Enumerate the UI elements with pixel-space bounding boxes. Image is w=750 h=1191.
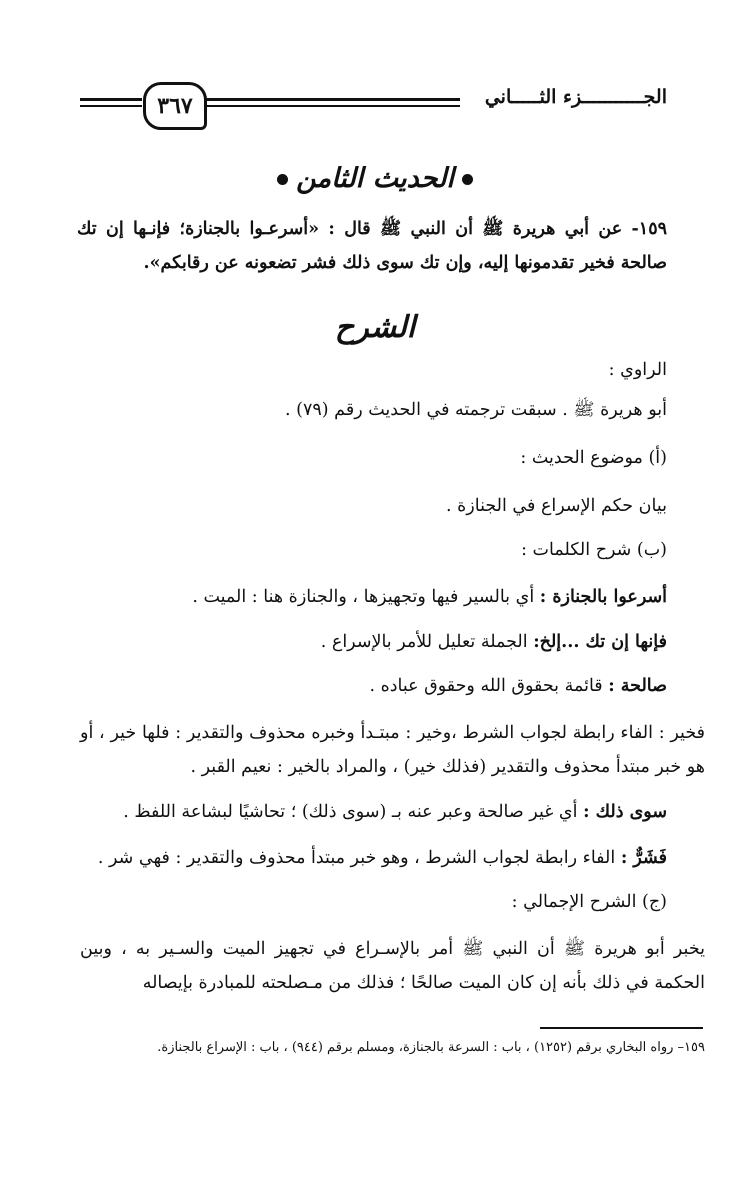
header-rule-mid-top [206, 98, 460, 101]
bullet-icon [277, 174, 288, 185]
mawdu-text: بيان حكم الإسراع في الجنازة . [446, 496, 667, 516]
word-label: سوى ذلك : [583, 802, 667, 822]
kalimat-heading: (ب) شرح الكلمات : [521, 540, 667, 560]
bullet-icon [462, 174, 473, 185]
word-gloss: أي غير صالحة وعبر عنه بـ (سوى ذلك) ؛ تحاشيًا لبشاعة اللفظ . [123, 802, 578, 822]
word-label: فَشَرٌّ : [620, 848, 667, 868]
hadith-text: ١٥٩- عن أبي هريرة ﷺ أن النبي ﷺ قال : «أسرعـوا بالجنازة؛ فإنـها إن تك صالحة فخير تقدمونها إليه، وإن تك سوى ذلك فشر تضعونه عن رقابكم». [77, 219, 667, 273]
header-rule-left-top [80, 98, 142, 101]
word-entry [77, 676, 667, 696]
header-rule-mid-bottom [206, 105, 460, 107]
word-label: أسرعوا بالجنازة : [539, 587, 667, 607]
footnote: ١٥٩– رواه البخاري برقم (١٢٥٢) ، باب : السرعة بالجنازة، ومسلم برقم (٩٤٤) ، باب : الإسراع بالجنازة. [157, 1040, 705, 1055]
page-number: ٣٦٧ [157, 93, 193, 119]
word-label: صالحة : [608, 676, 667, 696]
word-gloss: أي بالسير فيها وتجهيزها ، والجنازة هنا : الميت . [192, 587, 535, 607]
part-title: الجـــــــــــزء الثـــــاني [484, 86, 667, 108]
rawi-heading: الراوي : [608, 360, 667, 380]
word-entry [77, 632, 667, 652]
ijmali-heading: (ج) الشرح الإجمالي : [511, 892, 667, 912]
sharh-title: الشرح [334, 310, 416, 345]
section-title: الحديث الثامن [0, 163, 750, 194]
rawi-text: أبو هريرة ﷺ . سبقت ترجمته في الحديث رقم (٧٩) . [285, 400, 667, 420]
word-gloss: الجملة تعليل للأمر بالإسراع . [320, 632, 528, 652]
word-entry [77, 802, 667, 822]
ijmali-text: يخبر أبو هريرة ﷺ أن النبي ﷺ أمر بالإسـراع في تجهيز الميت والسـير به ، وبين الحكمة في ذلك بأنه إن كان الميت صالحًا ؛ فذلك من مـصلحته للمبادرة بإيصاله [80, 939, 705, 993]
word-gloss: قائمة بحقوق الله وحقوق عباده . [369, 676, 603, 696]
word-gloss: الفاء رابطة لجواب الشرط ، وهو خبر مبتدأ محذوف والتقدير : فهي شر . [97, 848, 616, 868]
word-entry [77, 848, 667, 868]
header-rule-left-bottom [80, 105, 142, 107]
mawdu-heading: (أ) موضوع الحديث : [520, 448, 667, 468]
page-header [0, 82, 750, 132]
footnote-rule [540, 1027, 703, 1029]
word-entry [77, 587, 667, 607]
fakhayr-entry: فخير : الفاء رابطة لجواب الشرط ،وخير : مبتـدأ وخبره محذوف والتقدير : فلها خير ، أو هو خبر مبتدأ محذوف والتقدير (فذلك خير) ، والمراد بالخير : نعيم القبر . [80, 723, 705, 777]
word-label: فإنها إن تك ...إلخ: [533, 632, 667, 652]
page-number-badge [143, 82, 207, 130]
